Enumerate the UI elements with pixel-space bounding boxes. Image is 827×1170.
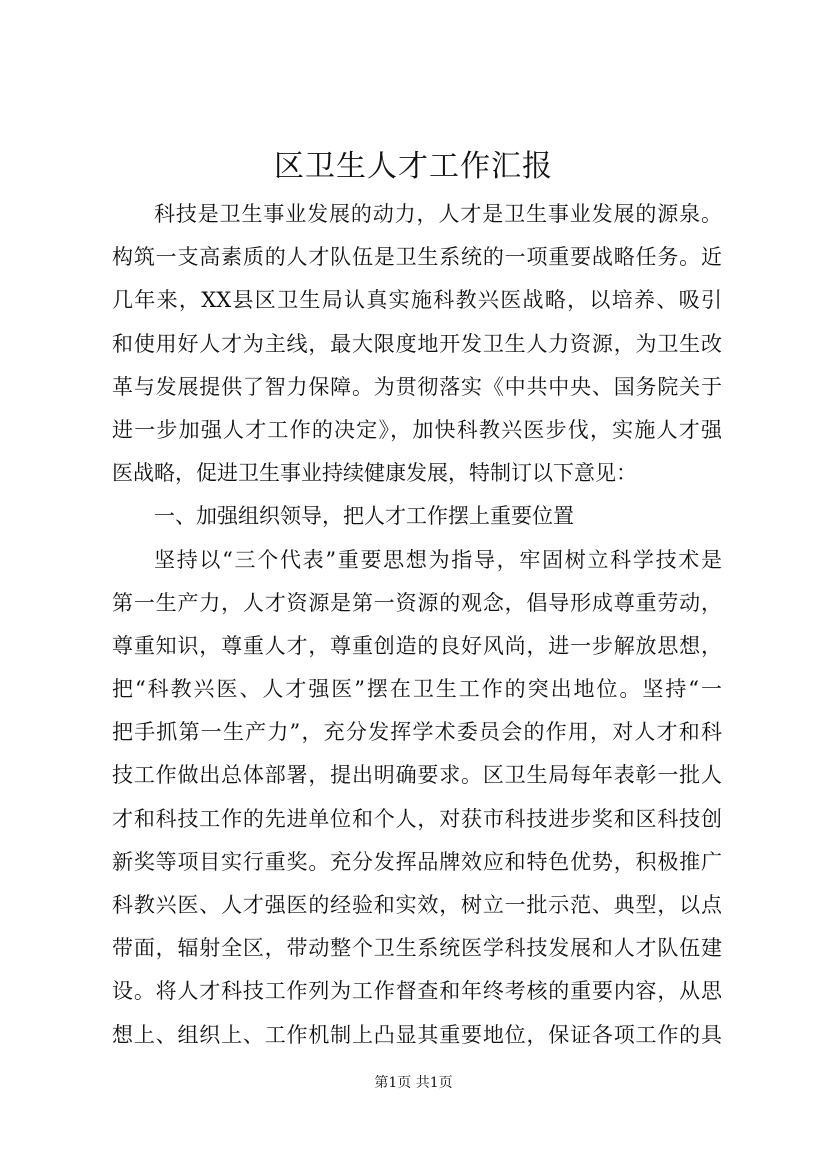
paragraph-line: 医战略，促进卫生事业持续健康发展，特制订以下意见：	[112, 461, 637, 486]
document-title: 区卫生人才工作汇报	[274, 149, 553, 184]
paragraph-line: 进一步加强人才工作的决定》，加快科教兴医步伐，实施人才强	[112, 417, 722, 442]
paragraph-line: 才和科技工作的先进单位和个人，对获市科技进步奖和区科技创	[112, 806, 722, 831]
paragraph-line: 想上、组织上、工作机制上凸显其重要地位，保证各项工作的具	[112, 1022, 722, 1047]
paragraph-line: 技工作做出总体部署，提出明确要求。区卫生局每年表彰一批人	[112, 763, 722, 788]
paragraph-line: 把手抓第一生产力”，充分发挥学术委员会的作用，对人才和科	[112, 720, 722, 745]
paragraph-line: 第一生产力，人才资源是第一资源的观念，倡导形成尊重劳动，	[112, 590, 722, 615]
paragraph-line: 坚持以“三个代表”重要思想为指导，牢固树立科学技术是	[154, 547, 722, 572]
paragraph-line: 尊重知识，尊重人才，尊重创造的良好风尚，进一步解放思想，	[112, 633, 722, 658]
paragraph-line: 新奖等项目实行重奖。充分发挥品牌效应和特色优势，积极推广	[112, 849, 722, 874]
paragraph-line: 设。将人才科技工作列为工作督查和年终考核的重要内容，从思	[112, 979, 722, 1004]
paragraph-line: 把“科教兴医、人才强医”摆在卫生工作的突出地位。坚持“一	[112, 677, 722, 702]
paragraph-line: 科技是卫生事业发展的动力，人才是卫生事业发展的源泉。	[154, 202, 722, 226]
section-heading: 一、加强组织领导，把人才工作摆上重要位置	[154, 504, 574, 529]
paragraph-line: 革与发展提供了智力保障。为贯彻落实《中共中央、国务院关于	[112, 374, 722, 399]
page-number-footer: 第1页 共1页	[374, 1075, 453, 1091]
paragraph-line: 和使用好人才为主线，最大限度地开发卫生人力资源，为卫生改	[112, 331, 722, 356]
paragraph-line: 构筑一支高素质的人才队伍是卫生系统的一项重要战略任务。近	[112, 245, 722, 270]
document-body	[112, 193, 722, 1057]
paragraph-line: 带面，辐射全区，带动整个卫生系统医学科技发展和人才队伍建	[112, 936, 722, 961]
paragraph-line: 科教兴医、人才强医的经验和实效，树立一批示范、典型，以点	[112, 893, 722, 917]
paragraph-line: 几年来，XX县区卫生局认真实施科教兴医战略，以培养、吸引	[112, 288, 722, 313]
